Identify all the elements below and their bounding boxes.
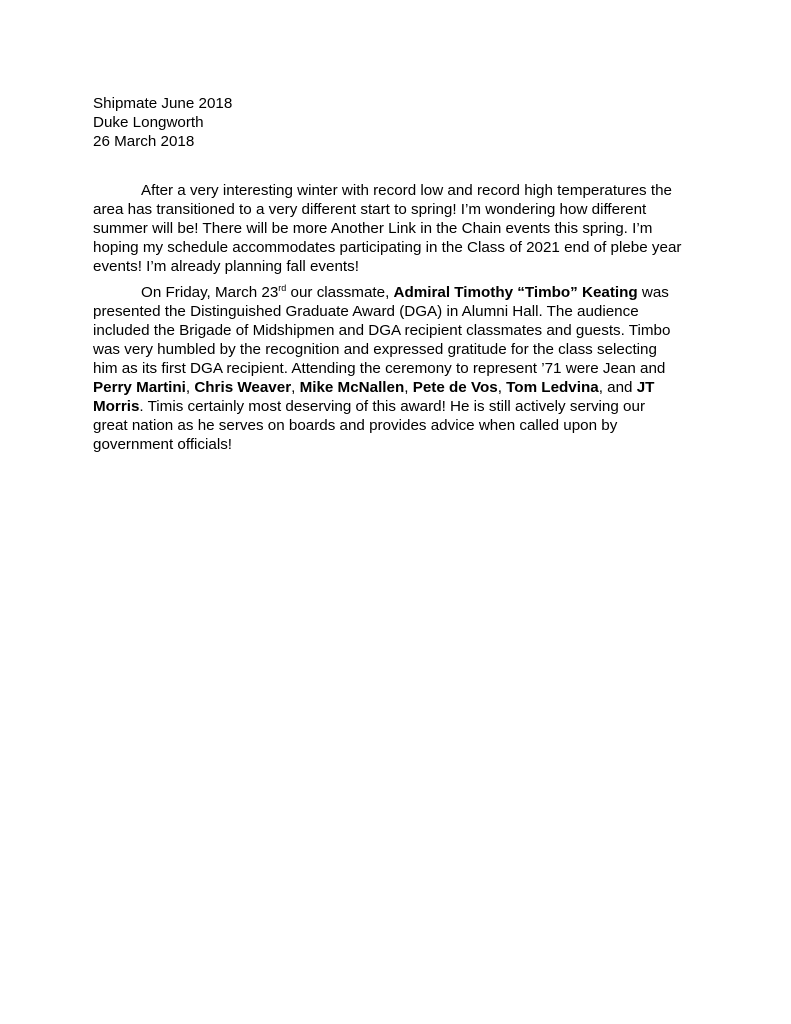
paragraph-1-line: area has transitioned to a very different start to spring! I’m wondering how different [93,201,647,218]
paragraph-2-line: On Friday, March 23rd our classmate, Admiral Timothy “Timbo” Keating was [141,283,669,301]
paragraph-2-line: was very humbled by the recognition and expressed gratitude for the class selecting [93,341,657,358]
attendee-name: Tom Ledvina [506,379,599,396]
honoree-name: Admiral Timothy “Timbo” Keating [393,284,638,301]
document-header [93,94,232,151]
attendee-name: JT [636,379,655,396]
date-line: 26 March 2018 [93,133,195,150]
attendee-name: Morris [93,398,140,415]
publication-line: Shipmate June 2018 [93,95,233,112]
paragraph-1-line: summer will be! There will be more Another Link in the Chain events this spring. I’m [93,220,653,237]
paragraph-2 [93,283,713,454]
paragraph-1-line: events! I’m already planning fall events! [93,258,359,275]
paragraph-2-line: included the Brigade of Midshipmen and DGA recipient classmates and guests. Timbo [93,322,671,339]
paragraph-2-line: Perry Martini, Chris Weaver, Mike McNallen, Pete de Vos, Tom Ledvina, and JT [93,379,655,396]
paragraph-2-line: presented the Distinguished Graduate Award (DGA) in Alumni Hall. The audience [93,303,639,320]
paragraph-1-line: hoping my schedule accommodates participating in the Class of 2021 end of plebe year [93,239,682,256]
attendee-name: Perry Martini [93,379,186,396]
attendee-name: Pete de Vos [412,379,498,396]
author-line: Duke Longworth [93,114,204,131]
attendee-name: Chris Weaver [194,379,292,396]
paragraph-1-line: After a very interesting winter with record low and record high temperatures the [141,182,672,199]
paragraph-2-line: government officials! [93,436,233,453]
attendee-name: Mike McNallen [299,379,405,396]
paragraph-2-line: Morris. Timis certainly most deserving of this award! He is still actively serving our [93,398,645,415]
paragraph-2-line: great nation as he serves on boards and provides advice when called upon by [93,417,618,434]
paragraph-1 [93,181,713,276]
document-body [93,181,713,454]
paragraph-2-line: him as its first DGA recipient. Attending the ceremony to represent ’71 were Jean and [93,360,666,377]
